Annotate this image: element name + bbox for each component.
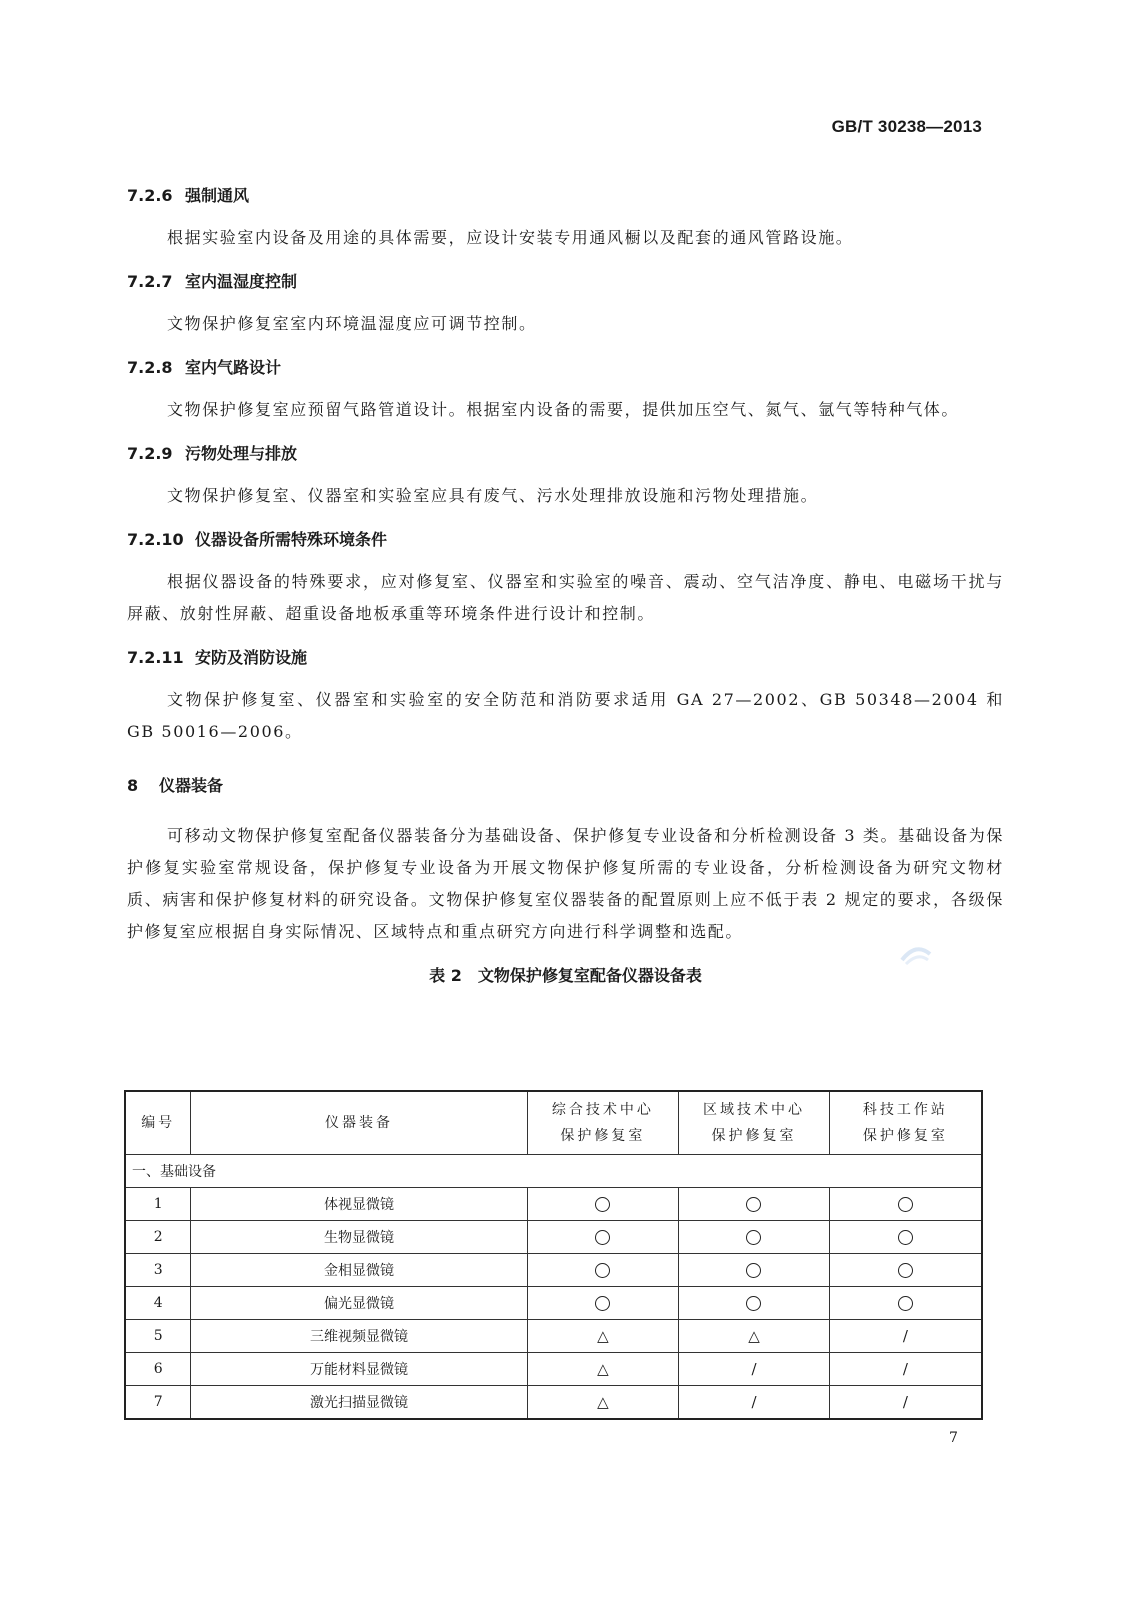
section-title: 室内温湿度控制 [185,272,298,291]
cell-text: 3 [153,1262,163,1278]
section-paragraph: 根据实验室内设备及用途的具体需要，应设计安装专用通风橱以及配套的通风管路设施。 [167,228,854,247]
cell-text: 6 [153,1361,163,1377]
mark-symbol: / [751,1360,757,1378]
row-number [125,1386,191,1420]
table-group-row [125,1155,982,1188]
section-heading [127,180,1004,212]
table-header-row [125,1091,982,1155]
chapter-title: 仪器装备 [159,776,224,795]
circle-mark [746,1263,761,1278]
comprehensive-center-mark [527,1221,679,1254]
page-number: 7 [949,1430,958,1446]
equipment-name [191,1386,527,1420]
section-paragraph: 文物保护修复室、仪器室和实验室的安全防范和消防要求适用 GA 27—2002、GB 50348—2004 和 GB 50016—2006。 [127,690,1004,741]
cell-text: 万能材料显微镜 [309,1362,408,1378]
regional-center-mark [679,1188,830,1221]
regional-center-mark [679,1221,830,1254]
section-heading [127,266,1004,298]
section-heading [127,352,1004,384]
section-number: 7.2.10 [127,530,184,549]
section-number: 7.2.11 [127,648,184,667]
section-title: 污物处理与排放 [185,444,298,463]
cell-text: 激光扫描显微镜 [309,1395,408,1411]
equipment-name [191,1287,527,1320]
table-caption: 表 2 文物保护修复室配备仪器设备表 [429,966,702,985]
mark-symbol: △ [597,1327,609,1345]
circle-mark [746,1197,761,1212]
row-number [125,1320,191,1353]
equipment-name [191,1353,527,1386]
mark-symbol: / [902,1327,908,1345]
comprehensive-center-mark [527,1320,679,1353]
regional-center-mark [679,1320,830,1353]
section-title: 安防及消防设施 [195,648,308,667]
section-7-2-7 [127,266,1004,340]
standard-code: GB/T 30238—2013 [831,117,982,136]
workstation-mark [829,1386,982,1420]
equipment-name [191,1320,527,1353]
mark-symbol: △ [748,1327,760,1345]
circle-mark [595,1263,610,1278]
workstation-mark [829,1254,982,1287]
header-line: 综合技术中心 [551,1102,654,1118]
section-paragraph: 文物保护修复室、仪器室和实验室应具有废气、污水处理排放设施和污物处理措施。 [167,486,819,505]
cell-text: 偏光显微镜 [323,1296,394,1312]
section-7-2-11 [127,642,1004,748]
header-no: 编号 [125,1091,191,1155]
header-comprehensive-center [527,1091,679,1155]
chapter-paragraph: 可移动文物保护修复室配备仪器装备分为基础设备、保护修复专业设备和分析检测设备 3 类。基础设备为保护修复实验室常规设备，保护修复专业设备为开展文物保护修复所需的专业设备，分析检测设备为研究文物材质、病害和保护修复材料的研究设备。文物保护修复室仪器装备的配置原则上应不低于表 2 规定的要求，各级保护修复室应根据自身实际情况、区域特点和重点研究方向进行科学调整和选配。 [127,826,1004,941]
section-paragraph: 根据仪器设备的特殊要求，应对修复室、仪器室和实验室的噪音、震动、空气洁净度、静电、电磁场干扰与屏蔽、放射性屏蔽、超重设备地板承重等环境条件进行设计和控制。 [127,572,1004,623]
row-number [125,1221,191,1254]
table-row [125,1188,982,1221]
circle-mark [746,1230,761,1245]
circle-mark [898,1263,913,1278]
section-number: 7.2.6 [127,186,173,205]
section-7-2-8 [127,352,1004,426]
regional-center-mark [679,1254,830,1287]
table-row [125,1353,982,1386]
header-item: 仪器装备 [191,1091,527,1155]
watermark-icon [898,940,934,968]
cell-text: 三维视频显微镜 [309,1329,408,1345]
mark-symbol: △ [597,1360,609,1378]
cell-text: 5 [153,1328,163,1344]
section-paragraph: 文物保护修复室应预留气路管道设计。根据室内设备的需要，提供加压空气、氮气、氩气等特种气体。 [167,400,960,419]
header-line: 区域技术中心 [702,1102,805,1118]
circle-mark [898,1197,913,1212]
header-regional-center [679,1091,830,1155]
document-body [127,180,1004,992]
mark-symbol: △ [597,1393,609,1411]
section-number: 7.2.7 [127,272,173,291]
section-title: 仪器设备所需特殊环境条件 [195,530,388,549]
mark-symbol: / [902,1360,908,1378]
section-number: 7.2.9 [127,444,173,463]
cell-text: 7 [153,1394,163,1410]
circle-mark [746,1296,761,1311]
cell-text: 2 [153,1229,163,1245]
circle-mark [595,1296,610,1311]
section-7-2-6 [127,180,1004,254]
comprehensive-center-mark [527,1287,679,1320]
workstation-mark [829,1320,982,1353]
workstation-mark [829,1353,982,1386]
equipment-name [191,1188,527,1221]
workstation-mark [829,1287,982,1320]
section-title: 室内气路设计 [185,358,282,377]
row-number [125,1287,191,1320]
section-heading [127,438,1004,470]
workstation-mark [829,1188,982,1221]
header-line: 保护修复室 [862,1128,948,1144]
section-title: 强制通风 [185,186,250,205]
comprehensive-center-mark [527,1353,679,1386]
equipment-name [191,1221,527,1254]
circle-mark [898,1230,913,1245]
table-row [125,1221,982,1254]
table-row [125,1287,982,1320]
equipment-table [124,1090,983,1420]
comprehensive-center-mark [527,1188,679,1221]
cell-text: 体视显微镜 [323,1197,394,1213]
chapter-number: 8 [127,776,139,795]
chapter-heading [127,770,1004,802]
workstation-mark [829,1221,982,1254]
section-paragraph: 文物保护修复室室内环境温湿度应可调节控制。 [167,314,537,333]
table-row [125,1386,982,1420]
regional-center-mark [679,1386,830,1420]
regional-center-mark [679,1287,830,1320]
comprehensive-center-mark [527,1386,679,1420]
section-number: 7.2.8 [127,358,173,377]
equipment-name [191,1254,527,1287]
cell-text: 金相显微镜 [323,1263,394,1279]
row-number [125,1188,191,1221]
table-body [125,1188,982,1420]
row-number [125,1353,191,1386]
section-heading [127,642,1004,674]
regional-center-mark [679,1353,830,1386]
table-row [125,1254,982,1287]
circle-mark [595,1230,610,1245]
circle-mark [898,1296,913,1311]
circle-mark [595,1197,610,1212]
cell-text: 1 [153,1196,163,1212]
group-label: 一、基础设备 [125,1155,982,1188]
row-number [125,1254,191,1287]
header-line: 保护修复室 [560,1128,646,1144]
section-heading [127,524,1004,556]
mark-symbol: / [751,1393,757,1411]
table-row [125,1320,982,1353]
cell-text: 生物显微镜 [323,1230,394,1246]
header-line: 科技工作站 [862,1102,948,1118]
header-workstation [829,1091,982,1155]
section-7-2-9 [127,438,1004,512]
cell-text: 4 [153,1295,163,1311]
mark-symbol: / [902,1393,908,1411]
comprehensive-center-mark [527,1254,679,1287]
header-line: 保护修复室 [711,1128,797,1144]
section-7-2-10 [127,524,1004,630]
